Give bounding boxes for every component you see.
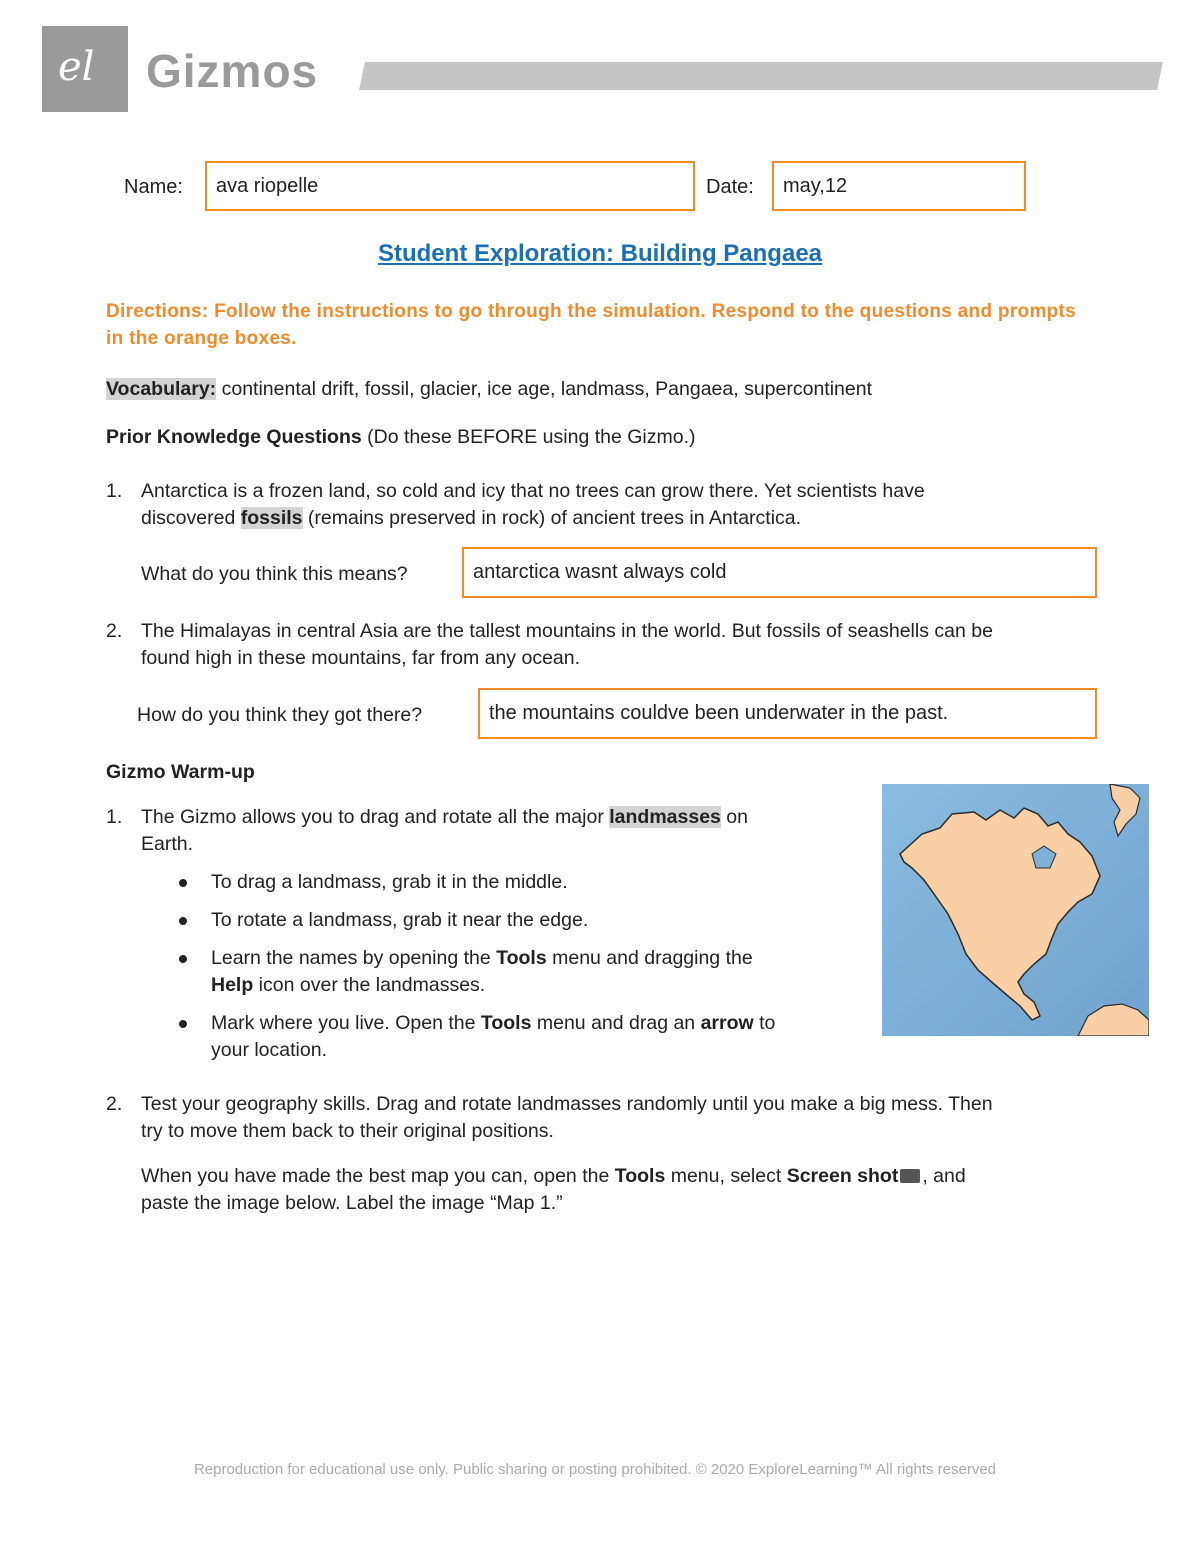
q1-line2: discovered fossils (remains preserved in rock) of ancient trees in Antarctica. [141, 507, 802, 529]
q1-line1: Antarctica is a frozen land, so cold and icy that no trees can grow there. Yet scientists have [141, 480, 925, 502]
date-value: may,12 [783, 174, 848, 197]
q2-prompt: How do you think they got there? [137, 704, 423, 726]
q1-text [141, 478, 1101, 532]
warmup-1-number: 1. [106, 806, 123, 828]
q1-prompt: What do you think this means? [141, 563, 408, 585]
warmup-2-instructions: When you have made the best map you can, open the Tools menu, select Screen shot , and paste the image below. Label the image “Map 1.” [141, 1165, 966, 1214]
q2-answer-field[interactable] [478, 688, 1097, 739]
vocabulary [106, 376, 1106, 403]
q2-line1: The Himalayas in central Asia are the tallest mountains in the world. But fossils of seashells can be [141, 620, 993, 642]
q2-answer: the mountains couldve been underwater in the past. [489, 702, 949, 724]
page-title: Student Exploration: Building Pangaea [377, 240, 823, 267]
prior-knowledge-heading [106, 424, 1106, 451]
vocabulary-label: Vocabulary: [106, 378, 217, 400]
header-bar [359, 62, 1163, 90]
q2-number: 2. [106, 620, 123, 642]
term-landmasses: landmasses [609, 806, 721, 828]
q1-number: 1. [106, 480, 123, 502]
north-america-map-image [882, 784, 1149, 1036]
prior-note: (Do these BEFORE using the Gizmo.) [367, 426, 696, 448]
term-fossils: fossils [240, 507, 303, 529]
vocabulary-terms: continental drift, fossil, glacier, ice age, landmass, Pangaea, supercontinent [221, 378, 872, 400]
warmup-2-number: 2. [106, 1093, 123, 1115]
q2-line2: found high in these mountains, far from any ocean. [141, 647, 581, 669]
q1-answer-field[interactable] [462, 547, 1097, 598]
date-label: Date: [706, 176, 754, 198]
bullet-icon [179, 1020, 187, 1028]
bullet-icon [179, 917, 187, 925]
prior-heading: Prior Knowledge Questions [106, 426, 362, 448]
bullet-icon [179, 879, 187, 887]
brand-name: Gizmos [146, 45, 319, 97]
logo-mark: el [58, 44, 95, 90]
name-label: Name: [124, 176, 183, 198]
directions: Directions: Follow the instructions to go through the simulation. Respond to the questions and prompts in the orange boxes. [106, 301, 1077, 349]
footer-copyright: Reproduction for educational use only. Public sharing or posting prohibited. © 2020 ExploreLearning™ All rights reserved [193, 1461, 997, 1478]
date-field[interactable] [772, 161, 1026, 211]
warmup-2-text: Test your geography skills. Drag and rotate landmasses randomly until you make a big mess. Then try to move them back to their original positions. [141, 1093, 993, 1142]
name-field[interactable] [205, 161, 695, 211]
bullet-rotate: To rotate a landmass, grab it near the edge. [211, 909, 589, 931]
q2-text [141, 618, 1101, 672]
bullet-mark-location: Mark where you live. Open the Tools menu and drag an arrow to your location. [211, 1012, 776, 1061]
bullet-drag: To drag a landmass, grab it in the middle. [211, 871, 568, 893]
bullet-icon [179, 955, 187, 963]
q1-answer: antarctica wasnt always cold [473, 561, 727, 583]
warmup-heading: Gizmo Warm-up [106, 761, 255, 783]
bullet-names: Learn the names by opening the Tools menu and dragging the Help icon over the landmasses. [211, 947, 753, 996]
warmup-1-text: The Gizmo allows you to drag and rotate all the major landmasses on Earth. [141, 806, 748, 855]
name-value: ava riopelle [216, 174, 319, 197]
camera-icon [900, 1169, 920, 1183]
